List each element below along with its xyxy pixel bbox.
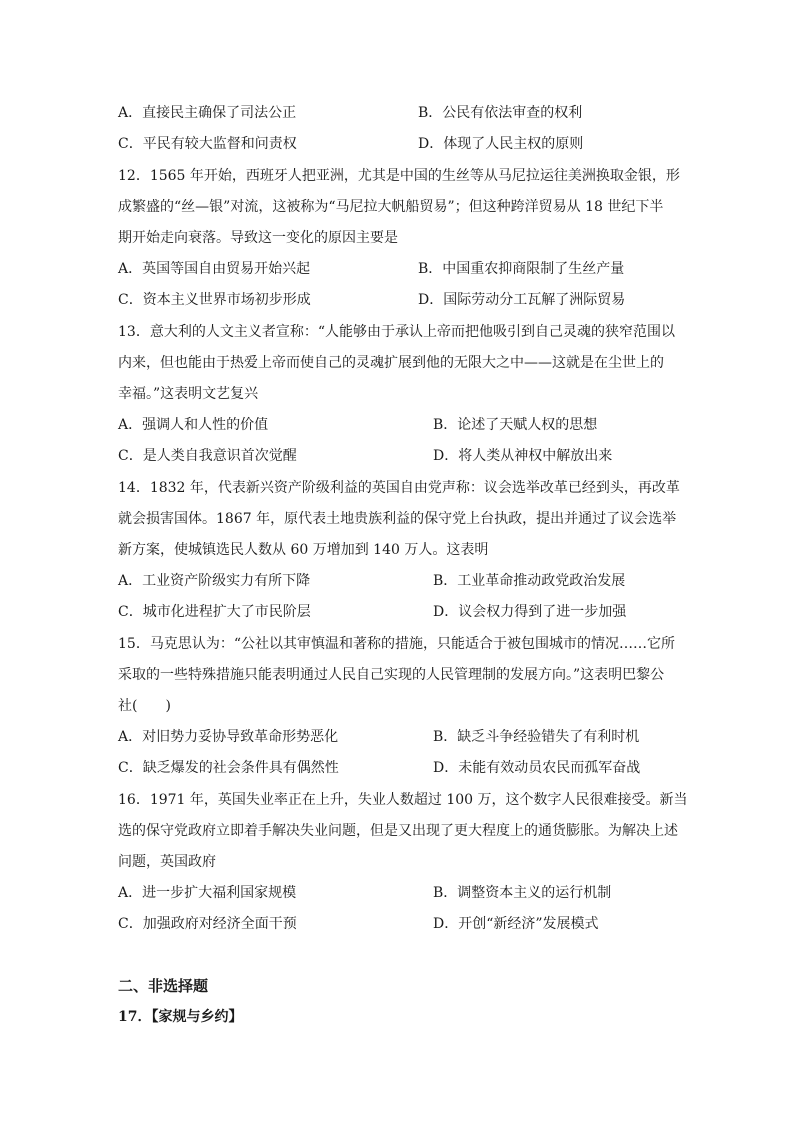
- q11-option-c: C．平民有较大监督和问责权: [118, 136, 297, 152]
- q14-stem-line-1: 14．1832 年，代表新兴资产阶级利益的英国自由党声称：议会选举改革已经到头，再改革: [118, 480, 680, 496]
- q16-option-c: C．加强政府对经济全面干预: [118, 916, 297, 932]
- q16-stem-line-2: 选的保守党政府立即着手解决失业问题，但是又出现了更大程度上的通货膨胀。为解决上述: [118, 823, 678, 839]
- q13-stem-line-1: 13．意大利的人文主义者宣称：“人能够由于承认上帝而把他吸引到自己灵魂的狭窄范围以: [118, 324, 675, 340]
- q13-option-b: B．论述了天赋人权的思想: [433, 417, 598, 433]
- q12-option-b: B．中国重农抑商限制了生丝产量: [418, 261, 625, 277]
- q16-stem-line-1: 16．1971 年，英国失业率正在上升，失业人数超过 100 万，这个数字人民很难接受。新当: [118, 792, 688, 808]
- q13-option-d: D．将人类从神权中解放出来: [433, 448, 613, 464]
- q13-option-a: A．强调人和人性的价值: [118, 417, 269, 433]
- q13-option-c: C．是人类自我意识首次觉醒: [118, 448, 297, 464]
- q17-title: 17．【家规与乡约】: [118, 1009, 243, 1025]
- q12-stem-line-2: 成繁盛的“丝—银”对流，这被称为“马尼拉大帆船贸易”；但这种跨洋贸易从 18 世纪下半: [118, 199, 664, 215]
- q14-option-d: D．议会权力得到了进一步加强: [433, 604, 627, 620]
- q15-option-c: C．缺乏爆发的社会条件具有偶然性: [118, 760, 339, 776]
- q12-option-d: D．国际劳动分工瓦解了洲际贸易: [418, 292, 626, 308]
- q12-option-a: A．英国等国自由贸易开始兴起: [118, 261, 311, 277]
- q14-option-a: A．工业资产阶级实力有所下降: [118, 573, 311, 589]
- section-heading-non-choice: 二、非选择题: [118, 977, 209, 995]
- q16-option-d: D．开创“新经济”发展模式: [433, 916, 599, 932]
- q14-option-c: C．城市化进程扩大了市民阶层: [118, 604, 311, 620]
- q15-option-d: D．未能有效动员农民而孤军奋战: [433, 760, 641, 776]
- q15-option-b: B．缺乏斗争经验错失了有利时机: [433, 729, 640, 745]
- q14-stem-line-2: 就会损害国体。1867 年，原代表土地贵族利益的保守党上台执政，提出并通过了议会选举: [118, 511, 677, 527]
- q15-option-a: A．对旧势力妥协导致革命形势恶化: [118, 729, 339, 745]
- q12-stem-line-1: 12．1565 年开始，西班牙人把亚洲，尤其是中国的生丝等从马尼拉运往美洲换取金银，形: [118, 168, 680, 184]
- q11-option-a: A．直接民主确保了司法公正: [118, 105, 297, 121]
- q13-stem-line-2: 内来，但也能由于热爱上帝而使自己的灵魂扩展到他的无限大之中——这就是在尘世上的: [118, 355, 664, 371]
- q14-stem-line-3: 新方案，使城镇选民人数从 60 万增加到 140 万人。这表明: [118, 542, 489, 558]
- q16-option-a: A．进一步扩大福利国家规模: [118, 885, 297, 901]
- q16-option-b: B．调整资本主义的运行机制: [433, 885, 612, 901]
- q11-option-d: D．体现了人民主权的原则: [418, 136, 584, 152]
- q14-option-b: B．工业革命推动政党政治发展: [433, 573, 626, 589]
- q11-option-b: B．公民有依法审查的权利: [418, 105, 583, 121]
- q15-stem-line-1: 15．马克思认为：“公社以其审慎温和著称的措施，只能适合于被包围城市的情况……它所: [118, 636, 675, 652]
- q12-option-c: C．资本主义世界市场初步形成: [118, 292, 311, 308]
- q13-stem-line-3: 幸福。”这表明文艺复兴: [118, 386, 259, 402]
- q16-stem-line-3: 问题，英国政府: [118, 854, 216, 870]
- q12-stem-line-3: 期开始走向衰落。导致这一变化的原因主要是: [118, 230, 398, 246]
- q15-stem-line-3: 社( ): [118, 698, 171, 714]
- q15-stem-line-2: 采取的一些特殊措施只能表明通过人民自己实现的人民管理制的发展方向。”这表明巴黎公: [118, 667, 665, 683]
